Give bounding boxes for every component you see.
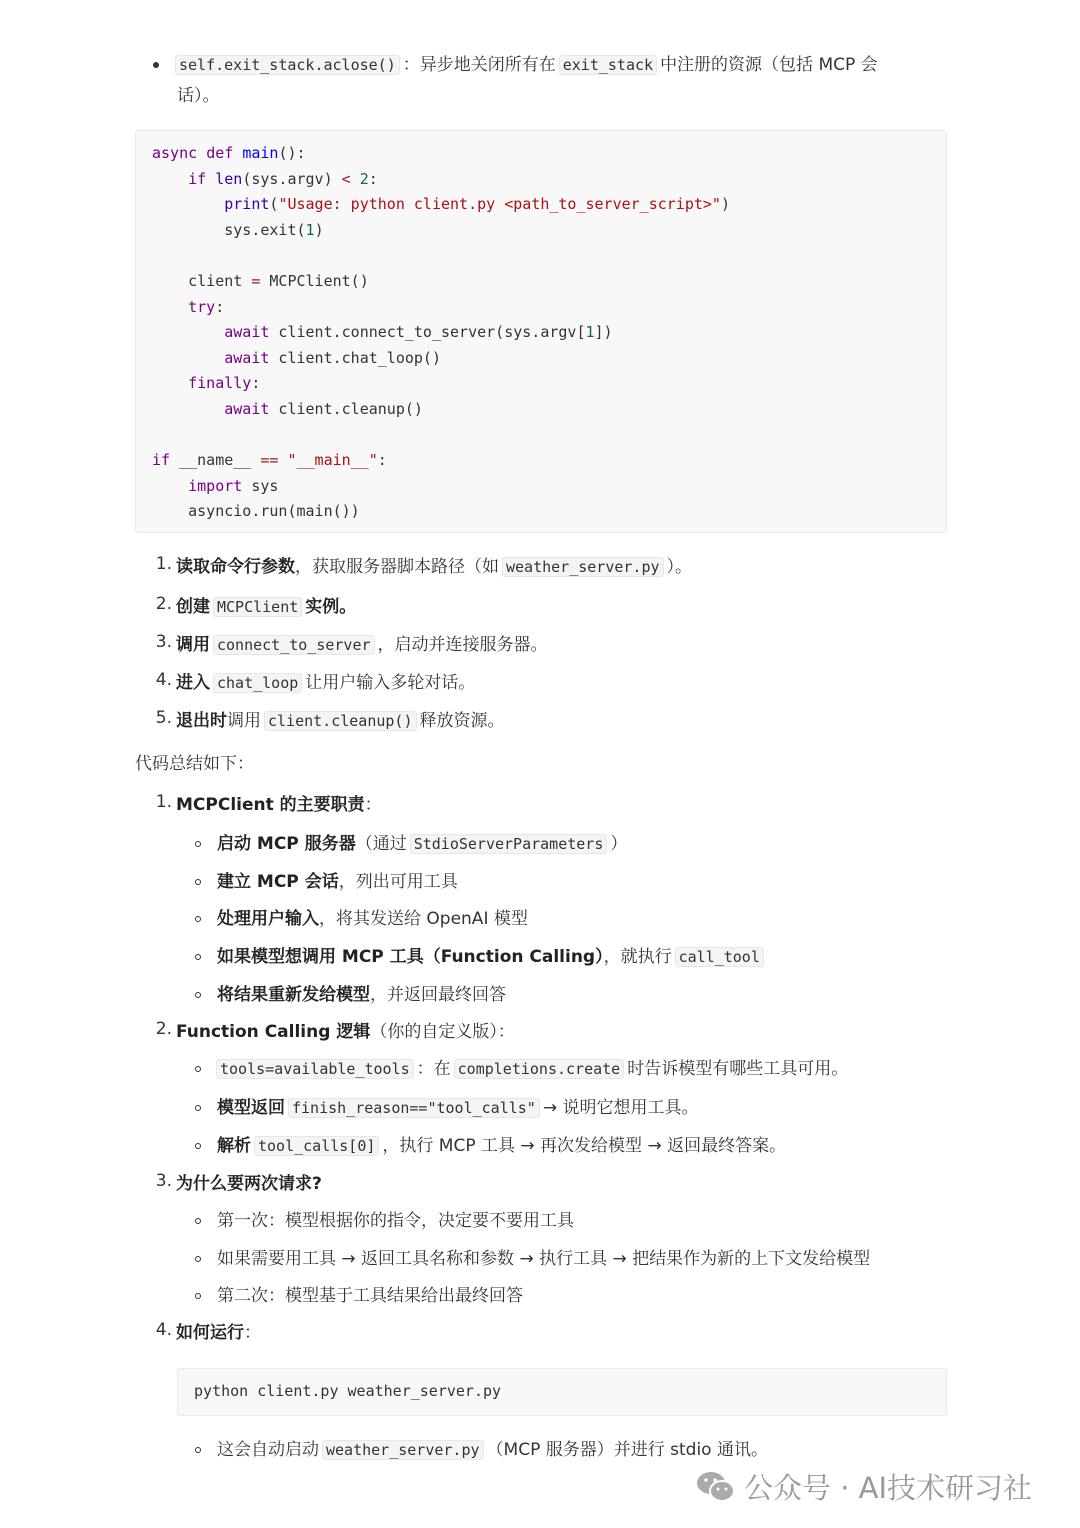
code-lines [136,131,946,535]
code-line [152,269,930,295]
code-token: sys [242,476,279,495]
code-token [152,298,188,316]
code-token: asyncio.run(main()) [152,502,360,521]
code-token: import [188,476,243,495]
code-token: (): [278,144,306,162]
inline-code: weather_server.py [502,557,664,577]
inline-code: completions.create [454,1059,625,1079]
list-number: 5. [155,708,172,728]
code-token: == [260,451,279,470]
list-item [217,831,627,857]
code-token: try [188,297,216,316]
code-token: await [224,399,270,418]
list-number: 2. [155,1019,172,1039]
circle-bullet [195,1143,201,1149]
text: ，就执行 [603,947,672,967]
list-item [176,708,505,734]
circle-bullet [195,841,201,847]
list-number: 3. [155,632,172,652]
code-token: "__main__" [287,451,378,470]
text: ： [364,795,382,815]
code-token: ( [269,195,279,214]
list-item [217,944,767,970]
circle-bullet [195,879,201,885]
code-token: MCPClient() [260,271,369,290]
bold-text: 为什么要两次请求? [176,1174,322,1194]
bold-text: 处理用户输入 [217,909,319,929]
code-token: main [242,144,279,162]
code-token: client.cleanup() [269,399,423,418]
list-item [213,1056,848,1082]
text: ，并返回最终回答 [370,985,506,1005]
inline-code: exit_stack [559,55,657,75]
bold-text: 调用 [176,635,210,655]
bold-text: 进入 [176,673,210,693]
bold-text: MCPClient 的主要职责 [176,795,365,815]
text: ）。 [666,557,693,577]
code-token [152,323,224,341]
inline-code: weather_server.py [322,1440,484,1460]
code-token: "Usage: python client.py <path_to_server_script>" [278,195,721,214]
code-token [152,477,188,495]
code-token: ) [314,220,324,239]
code-token: = [251,271,261,290]
text: 中注册的资源（包括 MCP 会 [660,55,878,75]
text: ） [610,834,628,854]
list-item [217,1283,523,1309]
list-item [217,1208,574,1234]
inline-code: call_tool [675,947,764,967]
code-line [152,371,930,397]
list-number: 4. [155,670,172,690]
code-token: len [215,169,243,188]
bold-text: Function Calling 逻辑 [176,1022,371,1042]
code-token: 1 [305,220,315,239]
list-item [176,670,475,696]
code-token: < [341,169,351,188]
bold-text: 启动 MCP 服务器 [217,834,356,854]
inline-code: chat_loop [213,673,302,693]
code-line [152,397,930,423]
text: 调用 [227,711,261,731]
code-line [152,167,930,193]
text: 时告诉模型有哪些工具可用。 [627,1059,849,1079]
code-token: : [377,451,387,470]
bold-text: 退出时 [176,711,227,731]
code-token: __name__ [170,451,261,470]
code-token: ]) [594,323,613,342]
list-item [217,1246,870,1272]
code-token: def [206,144,234,162]
code-token: 1 [585,323,595,342]
inline-code: MCPClient [213,597,302,617]
intro-line [172,52,878,78]
bold-text: 实例。 [305,597,357,617]
text: 释放资源。 [419,711,505,731]
circle-bullet [195,1447,201,1453]
code-line [152,218,930,244]
code-line [152,474,930,500]
code-token: ) [720,195,730,214]
watermark [696,1466,1032,1507]
list-item [217,906,528,932]
code-token: : [368,169,378,188]
code-line [152,243,930,269]
text: ：异步地关闭所有在 [402,55,556,75]
code-token: sys.exit( [152,220,306,239]
text: 如果需要用工具 → 返回工具名称和参数 → 执行工具 → 把结果作为新的上下文发给模型 [217,1249,871,1269]
code-token: client.connect_to_server(sys.argv[ [269,323,586,342]
code-token: : [251,374,261,393]
bold-text: 将结果重新发给模型 [217,985,370,1005]
list-item [217,1133,786,1159]
inline-code: tools=available_tools [216,1059,414,1079]
list-number: 1. [155,792,172,812]
code-token: print [224,195,270,214]
inline-code: self.exit_stack.aclose() [175,55,400,75]
text: 让用户输入多轮对话。 [305,673,476,693]
list-item [176,594,356,620]
circle-bullet [195,992,201,998]
code-token: : [215,297,225,316]
circle-bullet [195,1256,201,1262]
text: 第一次：模型根据你的指令，决定要不要用工具 [217,1211,574,1231]
list-item [176,632,548,658]
list-number: 2. [155,594,172,614]
code-token [206,170,215,188]
code-token [152,349,224,367]
list-item [217,982,506,1008]
text: （通过 [355,834,407,854]
code-token: if [188,169,207,188]
code-token: await [224,348,270,367]
code-token: if [152,451,171,470]
circle-bullet [195,1293,201,1299]
code-token: async [152,144,198,162]
list-item [176,1320,261,1346]
code-block-run[interactable] [177,1368,947,1416]
inline-code: connect_to_server [213,635,375,655]
list-number: 3. [155,1171,172,1191]
list-item [176,554,692,580]
code-token [351,170,360,188]
code-line [152,448,930,474]
code-token: client.chat_loop() [269,348,441,367]
text: ，执行 MCP 工具 → 再次发给模型 → 返回最终答案。 [382,1136,787,1156]
code-token [152,170,188,188]
code-token: 2 [359,169,369,188]
wechat-icon [696,1470,736,1504]
inline-code: tool_calls[0] [254,1136,379,1156]
bold-text: 模型返回 [217,1098,285,1118]
list-item [176,792,382,818]
code-line [152,320,930,346]
bold-text: 如果模型想调用 MCP 工具（Function Calling） [217,947,604,967]
code-line [152,423,930,449]
code-line: python client.py weather_server.py [194,1382,502,1400]
code-line [152,295,930,321]
code-token: client [152,271,252,290]
list-number: 1. [155,554,172,574]
watermark-text: 公众号 · AI技术研习社 [744,1471,1033,1505]
code-token [197,144,206,162]
list-item [176,1019,515,1045]
code-line [152,141,930,167]
summary-label: 代码总结如下： [135,754,254,774]
bold-text: 读取命令行参数 [176,557,295,577]
code-token [152,195,224,213]
list-item [176,1171,322,1197]
text: ，列出可用工具 [338,872,458,892]
code-line [152,499,930,525]
text: 第二次：模型基于工具结果给出最终回答 [217,1286,523,1306]
code-token [152,374,188,392]
text: ，启动并连接服务器。 [377,635,548,655]
circle-bullet [195,1218,201,1224]
list-item [217,869,458,895]
circle-bullet [195,1066,201,1072]
inline-code: client.cleanup() [264,711,417,731]
bold-text: 建立 MCP 会话 [217,872,339,892]
code-line [152,192,930,218]
inline-code: finish_reason=="tool_calls" [288,1098,540,1118]
text: ，将其发送给 OpenAI 模型 [319,909,528,929]
text: （MCP 服务器）并进行 stdio 通讯。 [486,1440,768,1460]
text: → 说明它想用工具。 [542,1098,699,1118]
list-item [217,1095,699,1121]
circle-bullet [195,1105,201,1111]
code-token: await [224,323,270,342]
code-token [152,400,224,418]
code-block-main[interactable] [135,130,947,533]
circle-bullet [195,916,201,922]
text: （你的自定义版）： [370,1022,515,1042]
text: ，获取服务器脚本路径（如 [295,557,499,577]
intro-line-2: 话）。 [177,86,220,106]
circle-bullet [195,954,201,960]
bold-text: 如何运行 [176,1323,244,1343]
bold-text: 解析 [217,1136,251,1156]
inline-code: StdioServerParameters [410,834,608,854]
code-token: (sys.argv) [242,169,342,188]
code-line [152,346,930,372]
code-token: finally [188,374,252,393]
text: ：在 [416,1059,451,1079]
list-number: 4. [155,1320,172,1340]
text: 这会自动启动 [217,1440,319,1460]
code-token [233,144,242,162]
list-item [217,1437,768,1463]
text: ： [244,1323,261,1343]
bold-text: 创建 [176,597,210,617]
bullet [153,62,159,68]
